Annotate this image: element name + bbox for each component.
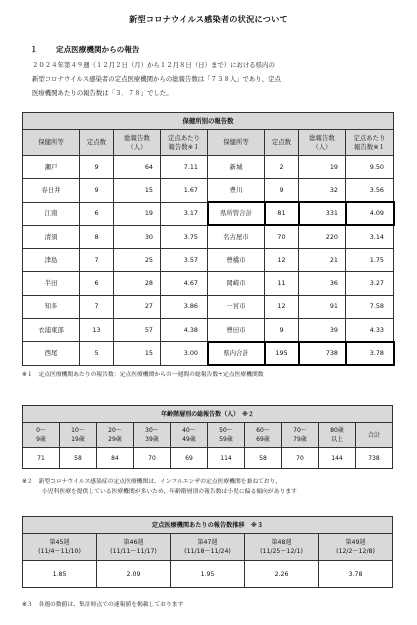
sentinel-count: 9 (265, 179, 299, 202)
reports-per-sentinel: 3.17 (161, 202, 208, 225)
health-center-name: 半田 (23, 272, 80, 295)
table-row (23, 295, 394, 318)
age-group-value: 70 (282, 448, 319, 469)
total-reports: 19 (114, 202, 161, 225)
column-header: 定点あたり 報告数※１ (161, 130, 208, 156)
sentinel-count: 7 (80, 249, 114, 272)
total-reports: 15 (114, 342, 161, 365)
health-center-name: 知多 (23, 295, 80, 318)
health-center-name: 岡崎市 (208, 272, 265, 295)
health-center-name: 県所管合計 (208, 202, 265, 225)
age-group-value: 84 (97, 448, 134, 469)
sentinel-count: 6 (80, 202, 114, 225)
health-center-table-caption: 保健所別の報告数 (23, 113, 394, 130)
reports-per-sentinel: 4.67 (161, 272, 208, 295)
health-center-name: 津島 (23, 249, 80, 272)
health-center-name: 豊橋市 (208, 249, 265, 272)
section-title: 定点医療機関からの報告 (56, 45, 140, 54)
summary-line-2: 新型コロナウイルス感染者の定点医療機関からの総報告数は「７３８人」であり、定点 (32, 75, 281, 83)
week-header: 第45週 (11/4～11/10) (23, 534, 97, 561)
table-row (23, 225, 394, 248)
health-center-name: 清須 (23, 225, 80, 248)
reports-per-sentinel: 7.11 (161, 156, 208, 179)
total-reports: 57 (114, 319, 161, 342)
reports-per-sentinel: 3.27 (346, 272, 394, 295)
health-center-name: 一宮市 (208, 295, 265, 318)
total-reports: 64 (114, 156, 161, 179)
sentinel-count: 13 (80, 319, 114, 342)
age-group-value: 69 (171, 448, 208, 469)
column-header: 保健所等 (208, 130, 265, 156)
age-group-value: 71 (23, 448, 60, 469)
total-reports: 738 (299, 342, 346, 365)
health-center-name: 西尾 (23, 342, 80, 365)
total-reports: 220 (299, 225, 346, 248)
age-group-header: 70～ 79歳 (282, 423, 319, 448)
column-header: 総報告数 （人） (114, 130, 161, 156)
age-group-header: 40～ 49歳 (171, 423, 208, 448)
weekly-trend-table (22, 516, 393, 588)
table-row (23, 319, 394, 342)
sentinel-count: 5 (80, 342, 114, 365)
reports-per-sentinel: 4.38 (161, 319, 208, 342)
week-value: 1.95 (171, 561, 245, 588)
health-center-name: 県内合計 (208, 342, 265, 365)
table-row (23, 249, 394, 272)
total-reports: 25 (114, 249, 161, 272)
reports-per-sentinel: 3.78 (346, 342, 394, 365)
total-reports: 331 (299, 202, 346, 225)
age-group-value: 58 (245, 448, 282, 469)
total-reports: 28 (114, 272, 161, 295)
week-header: 第49週 (12/2～12/8) (319, 534, 393, 561)
health-center-name: 新城 (208, 156, 265, 179)
sentinel-count: 81 (265, 202, 299, 225)
column-header: 定点数 (80, 130, 114, 156)
health-center-name: 衣浦東部 (23, 319, 80, 342)
reports-per-sentinel: 3.14 (346, 225, 394, 248)
week-value: 2.09 (97, 561, 171, 588)
health-center-name: 豊川 (208, 179, 265, 202)
reports-per-sentinel: 4.09 (346, 202, 394, 225)
age-group-header: 80歳 以上 (319, 423, 356, 448)
sentinel-count: 12 (265, 249, 299, 272)
week-header: 第46週 (11/11～11/17) (97, 534, 171, 561)
age-group-header: 20～ 29歳 (97, 423, 134, 448)
sentinel-count: 11 (265, 272, 299, 295)
total-reports: 15 (114, 179, 161, 202)
reports-per-sentinel: 3.00 (161, 342, 208, 365)
column-header: 保健所等 (23, 130, 80, 156)
age-group-header: 30～ 39歳 (134, 423, 171, 448)
age-group-table (22, 405, 393, 469)
sentinel-count: 6 (80, 272, 114, 295)
age-group-value: 114 (208, 448, 245, 469)
age-group-value: 738 (356, 448, 393, 469)
age-group-header: 60～ 69歳 (245, 423, 282, 448)
sentinel-count: 9 (80, 156, 114, 179)
health-center-name: 豊田市 (208, 319, 265, 342)
total-reports: 19 (299, 156, 346, 179)
table-row (23, 202, 394, 225)
note-3: ※３ 各週の数値は、集計時点での速報値を掲載しております (22, 602, 184, 608)
week-header: 第47週 (11/18～11/24) (171, 534, 245, 561)
reports-per-sentinel: 4.33 (346, 319, 394, 342)
health-center-name: 春日井 (23, 179, 80, 202)
week-value: 1.85 (23, 561, 97, 588)
age-group-table-caption: 年齢階層別の総報告数（人） ※２ (23, 406, 393, 423)
note-2-line-1: ※２ 新型コロナウイルス感染症の定点医療機関は、インフルエンザの定点医療機関を兼ねており、 (22, 479, 282, 485)
age-group-value: 58 (60, 448, 97, 469)
sentinel-count: 9 (265, 319, 299, 342)
week-header: 第48週 (11/25～12/1) (245, 534, 319, 561)
reports-per-sentinel: 3.56 (346, 179, 394, 202)
total-reports: 32 (299, 179, 346, 202)
table-row (23, 272, 394, 295)
reports-per-sentinel: 3.57 (161, 249, 208, 272)
table-row (23, 342, 394, 365)
reports-per-sentinel: 1.75 (346, 249, 394, 272)
column-header: 総報告数 （人） (299, 130, 346, 156)
section-number: １ (30, 45, 38, 54)
sentinel-count: 70 (265, 225, 299, 248)
reports-per-sentinel: 9.50 (346, 156, 394, 179)
reports-per-sentinel: 1.67 (161, 179, 208, 202)
week-value: 3.78 (319, 561, 393, 588)
total-reports: 30 (114, 225, 161, 248)
health-center-table (22, 112, 394, 366)
column-header: 定点あたり 報告数※１ (346, 130, 394, 156)
age-group-header: 10～ 19歳 (60, 423, 97, 448)
reports-per-sentinel: 7.58 (346, 295, 394, 318)
table-row (23, 156, 394, 179)
note-2-line-2: 小児科医療を提供している医療機関が多いため、年齢階層別の報告数は小児に偏る傾向があります (42, 489, 297, 495)
age-group-value: 70 (134, 448, 171, 469)
sentinel-count: 12 (265, 295, 299, 318)
health-center-name: 瀬戸 (23, 156, 80, 179)
reports-per-sentinel: 3.86 (161, 295, 208, 318)
age-group-header: 合計 (356, 423, 393, 448)
age-group-value: 144 (319, 448, 356, 469)
table-row (23, 179, 394, 202)
sentinel-count: 2 (265, 156, 299, 179)
age-group-header: 50～ 59歳 (208, 423, 245, 448)
column-header: 定点数 (265, 130, 299, 156)
total-reports: 21 (299, 249, 346, 272)
week-value: 2.26 (245, 561, 319, 588)
total-reports: 36 (299, 272, 346, 295)
age-group-header: 0～ 9歳 (23, 423, 60, 448)
total-reports: 91 (299, 295, 346, 318)
total-reports: 27 (114, 295, 161, 318)
reports-per-sentinel: 3.75 (161, 225, 208, 248)
summary-line-3: 医療機関あたりの報告数は「３．７８」でした。 (32, 89, 173, 97)
sentinel-count: 8 (80, 225, 114, 248)
health-center-name: 江南 (23, 202, 80, 225)
note-1: ※１ 定点医療機関あたりの報告数：定点医療機関からの一週間の総報告数÷定点医療機関数 (22, 372, 264, 378)
weekly-trend-table-caption: 定点医療機関あたりの報告数推移 ※３ (23, 517, 393, 534)
total-reports: 39 (299, 319, 346, 342)
sentinel-count: 195 (265, 342, 299, 365)
sentinel-count: 7 (80, 295, 114, 318)
sentinel-count: 9 (80, 179, 114, 202)
summary-line-1: ２０２４年第４９週（１２月２日（月）から１２月８日（日）まで）における県内の (32, 61, 275, 69)
page-title: 新型コロナウイルス感染者の状況について (129, 14, 288, 24)
health-center-name: 名古屋市 (208, 225, 265, 248)
